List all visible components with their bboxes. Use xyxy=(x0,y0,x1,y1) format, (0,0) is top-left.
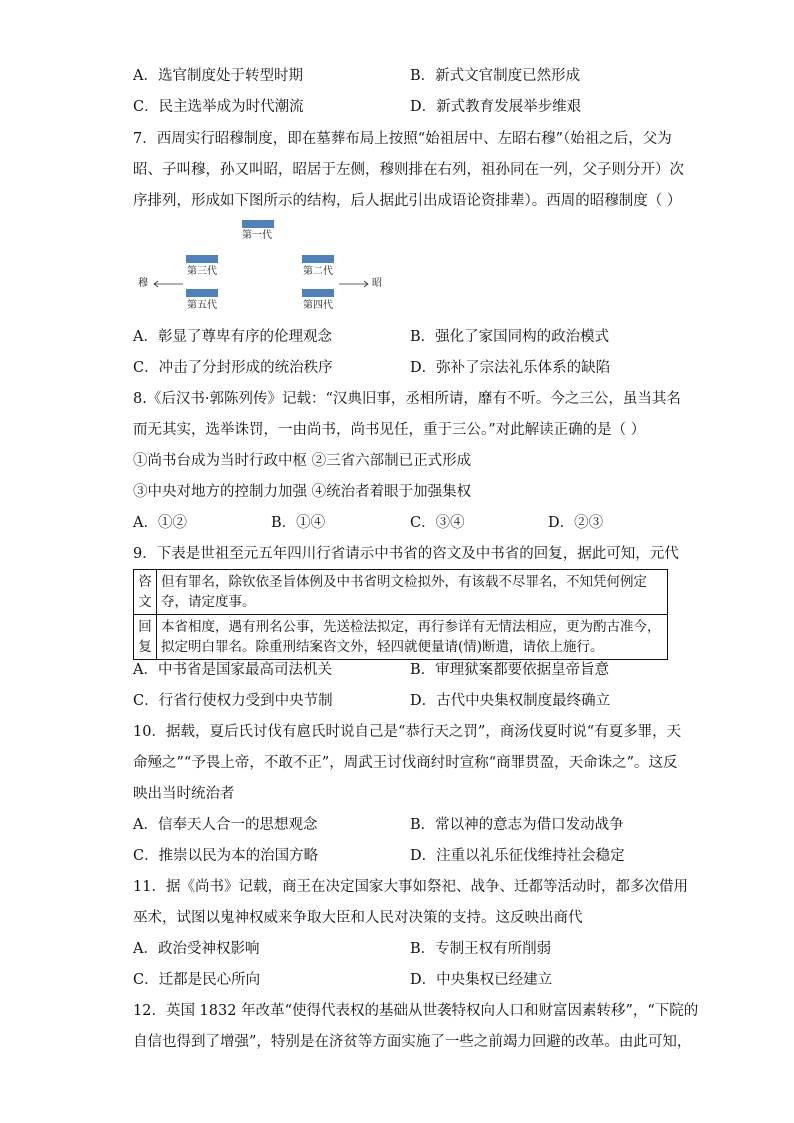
q11-stem-line-1: 11．据《尚书》记载，商王在决定国家大事如祭祀、战争、迁都等活动时，都多次借用 xyxy=(133,879,688,895)
q8-option-c: C．③④ xyxy=(410,515,465,531)
q9-stem-line: 9．下表是世祖至元五年四川行省请示中书省的咨文及中书省的回复，据此可知，元代 xyxy=(133,546,679,562)
q9-option-b: B．审理狱案都要依据皇帝旨意 xyxy=(410,662,610,678)
q10-stem-line-2: 命殛之”“予畏上帝，不敢不正”，周武王讨伐商纣时宣称“商罪贯盈，天命诛之”。这反 xyxy=(133,755,678,771)
q6-option-b: B．新式文官制度已然形成 xyxy=(410,68,581,84)
q10-option-b: B．常以神的意志为借口发动战争 xyxy=(410,817,624,833)
q8-statements-line-1: ①尚书台成为当时行政中枢 ②三省六部制已正式形成 xyxy=(133,453,472,469)
table-row xyxy=(134,570,668,615)
right-arrow-icon xyxy=(338,280,370,288)
q7-option-c: C．冲击了分封形成的统治秩序 xyxy=(133,360,333,376)
gen2-label: 第二代 xyxy=(303,266,333,277)
q11-option-b: B．专制王权有所削弱 xyxy=(410,941,552,957)
q9-option-a: A．中书省是国家最高司法机关 xyxy=(133,662,332,678)
mu-label: 穆 xyxy=(138,278,148,289)
zhaomu-diagram xyxy=(130,214,400,314)
q8-option-d: D．②③ xyxy=(548,515,604,531)
gen5-bar xyxy=(186,289,218,297)
table-row-content: 本省相度，遇有刑名公事，先送检法拟定，再行参详有无情法相应，更为酌古准今，拟定明白罪名。除重刑结案咨文外，轻四就便量请(情)断遣，请依上施行。 xyxy=(157,615,668,660)
table-row-head: 回复 xyxy=(134,615,157,660)
q7-option-a: A．彰显了尊卑有序的伦理观念 xyxy=(133,329,332,345)
q9-table xyxy=(133,569,668,660)
q8-option-b: B．①④ xyxy=(271,515,326,531)
gen4-label: 第四代 xyxy=(303,300,333,311)
q8-option-a: A．①② xyxy=(133,515,187,531)
gen3-label: 第三代 xyxy=(187,266,217,277)
q7-option-b: B．强化了家国同构的政治模式 xyxy=(410,329,610,345)
q8-statements-line-2: ③中央对地方的控制力加强 ④统治者着眼于加强集权 xyxy=(133,484,472,500)
gen2-bar xyxy=(302,255,334,263)
q9-option-c: C．行省行使权力受到中央节制 xyxy=(133,693,333,709)
table-row-head: 咨文 xyxy=(134,570,157,615)
gen1-label: 第一代 xyxy=(242,230,272,241)
q8-stem-line-2: 而无其实，选举诛罚，一由尚书，尚书见任，重于三公。”对此解读正确的是（ ） xyxy=(133,422,646,438)
q10-option-d: D．注重以礼乐征伐维持社会稳定 xyxy=(410,848,625,864)
gen4-bar xyxy=(302,289,334,297)
q11-option-d: D．中央集权已经建立 xyxy=(410,972,553,988)
q6-option-c: C．民主选举成为时代潮流 xyxy=(133,99,304,115)
q7-stem-line-2: 昭、子叫穆，孙又叫昭，昭居于左侧，穆则排在右列，祖孙同在一列，父子则分开）次 xyxy=(133,162,684,178)
q7-stem-line-1: 7．西周实行昭穆制度，即在墓葬布局上按照“始祖居中、左昭右穆”（始祖之后，父为 xyxy=(133,131,672,147)
gen3-bar xyxy=(186,255,218,263)
left-arrow-icon xyxy=(152,280,184,288)
q8-stem-line-1: 8.《后汉书·郭陈列传》记载：“汉典旧事，丞相所请，靡有不听。今之三公，虽当其名 xyxy=(133,391,681,407)
gen5-label: 第五代 xyxy=(187,300,217,311)
zhao-label: 昭 xyxy=(372,278,382,289)
q6-option-a: A．选官制度处于转型时期 xyxy=(133,68,303,84)
q11-option-a: A．政治受神权影响 xyxy=(133,941,260,957)
q6-option-d: D．新式教育发展举步维艰 xyxy=(410,99,582,115)
q11-stem-line-2: 巫术，试图以鬼神权威来争取大臣和人民对决策的支持。这反映出商代 xyxy=(133,910,583,926)
q10-option-c: C．推崇以民为本的治国方略 xyxy=(133,848,319,864)
q11-option-c: C．迁都是民心所向 xyxy=(133,972,261,988)
q7-option-d: D．弥补了宗法礼乐体系的缺陷 xyxy=(410,360,611,376)
table-row-content: 但有罪名，除钦依圣旨体例及中书省明文检拟外，有该载不尽罪名，不知凭何例定夺，请定度事。 xyxy=(157,570,668,615)
q12-stem-line-2: 自信也得到了增强”，特别是在济贫等方面实施了一些之前竭力回避的改革。由此可知， xyxy=(133,1034,692,1050)
table-row xyxy=(134,615,668,660)
q7-stem-line-3: 序排列，形成如下图所示的结构，后人据此引出成语论资排辈）。西周的昭穆制度（ ） xyxy=(133,193,682,209)
q12-stem-line-1: 12．英国 1832 年改革“使得代表权的基础从世袭特权向人口和财富因素转移”，“下院的 xyxy=(133,1003,699,1019)
q10-stem-line-3: 映出当时统治者 xyxy=(133,786,235,802)
q10-option-a: A．信奉天人合一的思想观念 xyxy=(133,817,318,833)
q10-stem-line-1: 10．据载，夏后氏讨伐有扈氏时说自己是“恭行天之罚”，商汤伐夏时说“有夏多罪，天 xyxy=(133,724,682,740)
gen1-bar xyxy=(242,220,274,228)
q9-option-d: D．古代中央集权制度最终确立 xyxy=(410,693,611,709)
